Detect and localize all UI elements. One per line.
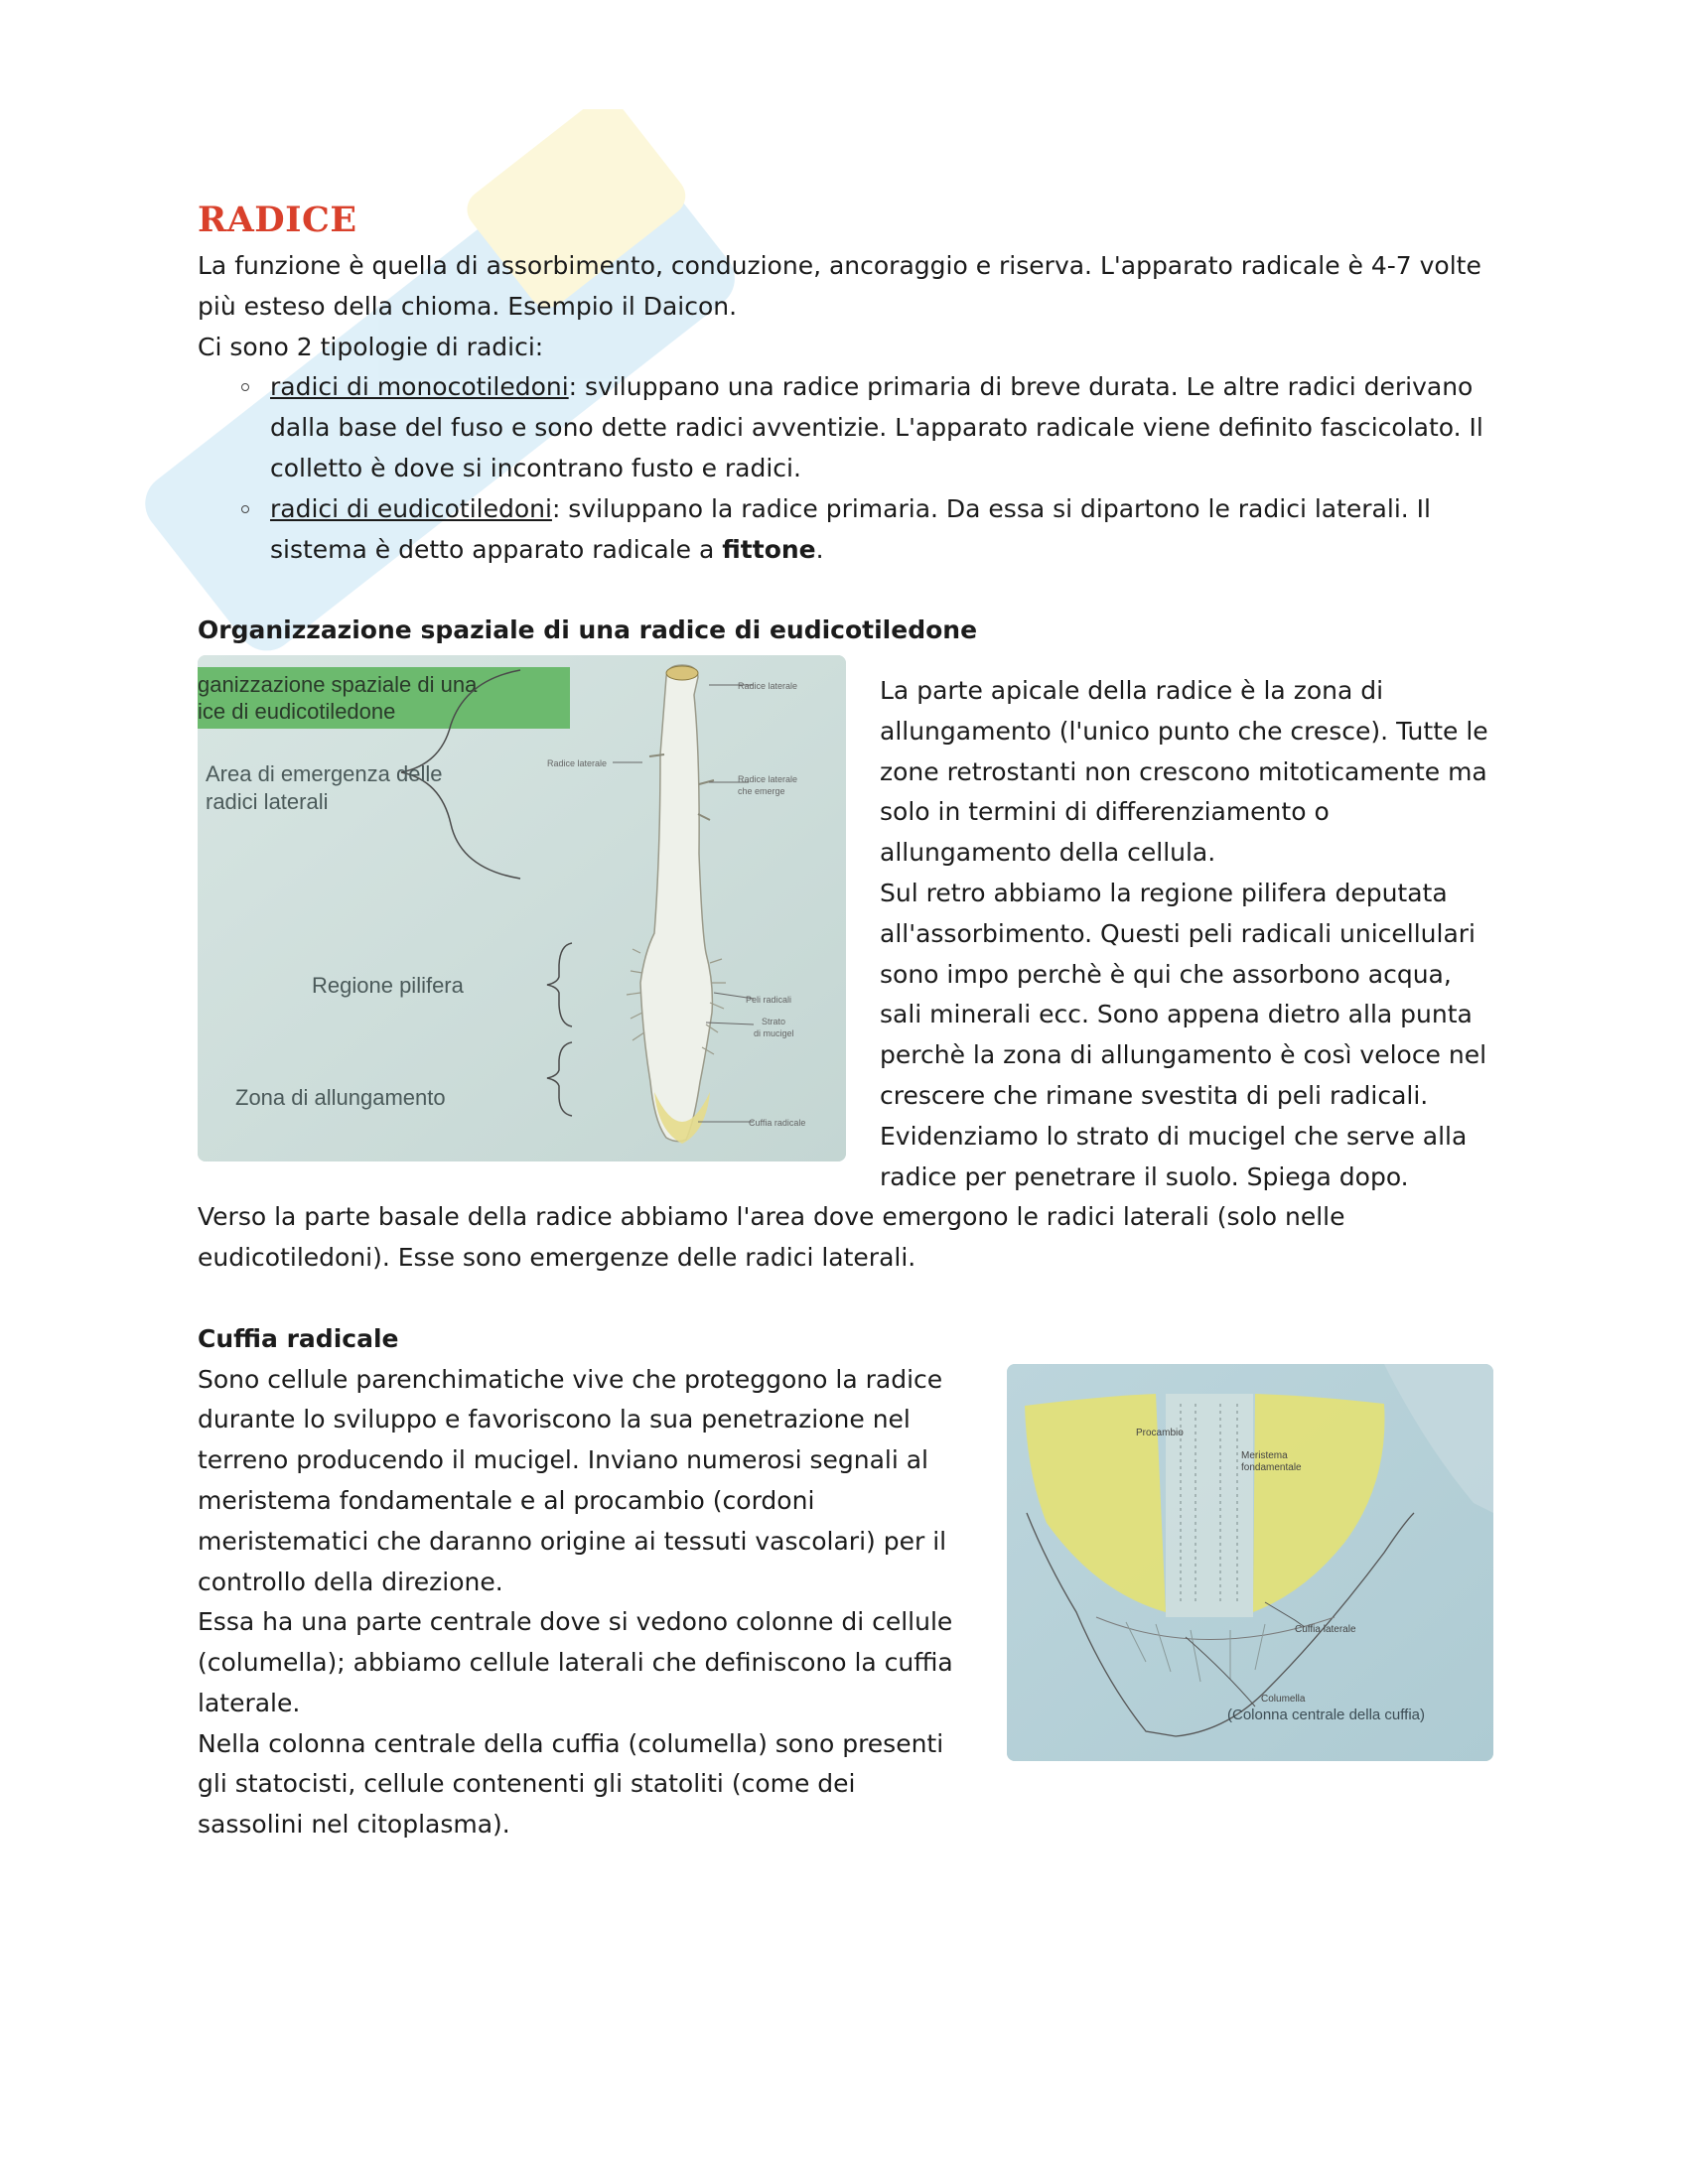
list-item bbox=[198, 367, 1493, 488]
section-heading-organizzazione: Organizzazione spaziale di una radice di eudicotiledone bbox=[198, 615, 978, 645]
page-title: RADICE bbox=[198, 200, 357, 240]
label-cuffia: Cuffia radicale bbox=[749, 1117, 806, 1128]
label-radice-laterale-top: Radice laterale bbox=[738, 680, 798, 691]
section2-paragraph: Nella colonna centrale della cuffia (columella) sono presenti gli statocisti, cellule contenenti gli statoliti (come dei sassolini nel citoplasma). bbox=[198, 1728, 944, 1840]
type-end: . bbox=[815, 534, 824, 564]
type-term: radici di eudicotiledoni bbox=[270, 493, 552, 523]
area-label-line-2: radici laterali bbox=[206, 788, 329, 814]
section-heading-cuffia: Cuffia radicale bbox=[198, 1323, 399, 1353]
type-term: radici di monocotiledoni bbox=[270, 372, 569, 402]
pilifera-label: Regione pilifera bbox=[312, 972, 464, 998]
type-description: : sviluppano la radice primaria. Da essa si dipartono le radici laterali. Il sistema è detto apparato radicale a bbox=[270, 493, 1431, 564]
page-content bbox=[198, 195, 1493, 1845]
label-cuffia-laterale: Cuffia laterale bbox=[1295, 1623, 1356, 1635]
label-columella: Columella bbox=[1261, 1693, 1306, 1705]
label-peli: Peli radicali bbox=[746, 994, 792, 1005]
root-types-list bbox=[198, 367, 1493, 570]
label-radice-laterale-left: Radice laterale bbox=[547, 757, 608, 768]
label-procambio: Procambio bbox=[1136, 1427, 1184, 1438]
area-label-line-1: Area di emergenza delle bbox=[206, 760, 443, 786]
label-radice-emerge-1: Radice laterale bbox=[738, 773, 798, 784]
label-strato-1: Strato bbox=[762, 1016, 786, 1026]
label-meristema-1: Meristema bbox=[1241, 1449, 1288, 1461]
section2-paragraph: Sono cellule parenchimatiche vive che proteggono la radice durante lo sviluppo e favoriscono la sua penetrazione nel terreno producendo il mucigel. Inviano numerosi segnali al meristema fondamentale e al procambio (cordoni meristematici che daranno origine ai tessuti vascolari) per il controllo della direzione. bbox=[198, 1364, 947, 1596]
root-cap-diagram bbox=[1007, 1364, 1493, 1761]
label-strato-2: di mucigel bbox=[754, 1027, 794, 1038]
intro-paragraph: La funzione è quella di assorbimento, conduzione, ancoraggio e riserva. L'apparato radicale è 4-7 volte più esteso della chioma. Esempio il Daicon. bbox=[198, 251, 1481, 321]
label-meristema-2: fondamentale bbox=[1241, 1461, 1302, 1473]
section1-paragraph: La parte apicale della radice è la zona di allungamento (l'unico punto che cresce). Tutte le zone retrostanti non crescono mitoticamente ma solo in termini di differenziamento o allungamento della cellula. bbox=[880, 675, 1488, 868]
root-cap-figure bbox=[1007, 1364, 1493, 1761]
root-organization-figure bbox=[198, 655, 846, 1161]
section2-paragraph: Essa ha una parte centrale dove si vedono colonne di cellule (columella); abbiamo cellule laterali che definiscono la cuffia laterale. bbox=[198, 1607, 953, 1717]
banner-line-1: ganizzazione spaziale di una bbox=[198, 671, 478, 697]
banner-line-2: ice di eudicotiledone bbox=[198, 698, 396, 724]
section1-paragraph: Sul retro abbiamo la regione pilifera deputata all'assorbimento. Questi peli radicali unicellulari sono impo perchè è qui che assorbono acqua, sali minerali ecc. Sono appena dietro alla punta perchè la zona di allungamento è così veloce nel crescere che rimane svestita di peli radicali. Evidenziamo lo strato di mucigel che serve alla radice per penetrare il suolo. Spiega dopo. bbox=[880, 878, 1487, 1191]
root-organization-diagram bbox=[198, 655, 846, 1161]
columella-caption: (Colonna centrale della cuffia) bbox=[1227, 1706, 1426, 1723]
type-bold-term: fittone bbox=[722, 534, 816, 564]
list-item bbox=[198, 489, 1493, 571]
allungamento-label: Zona di allungamento bbox=[235, 1084, 446, 1110]
section1-paragraph: Verso la parte basale della radice abbiamo l'area dove emergono le radici laterali (solo nelle eudicotiledoni). Esse sono emergenze delle radici laterali. bbox=[198, 1202, 1345, 1273]
label-radice-emerge-2: che emerge bbox=[738, 785, 785, 796]
intro-types-line: Ci sono 2 tipologie di radici: bbox=[198, 332, 544, 361]
type-description: : sviluppano una radice primaria di breve durata. Le altre radici derivano dalla base del fuso e sono dette radici avventizie. L'apparato radicale viene definito fascicolato. Il colletto è dove si incontrano fusto e radici. bbox=[270, 372, 1483, 482]
